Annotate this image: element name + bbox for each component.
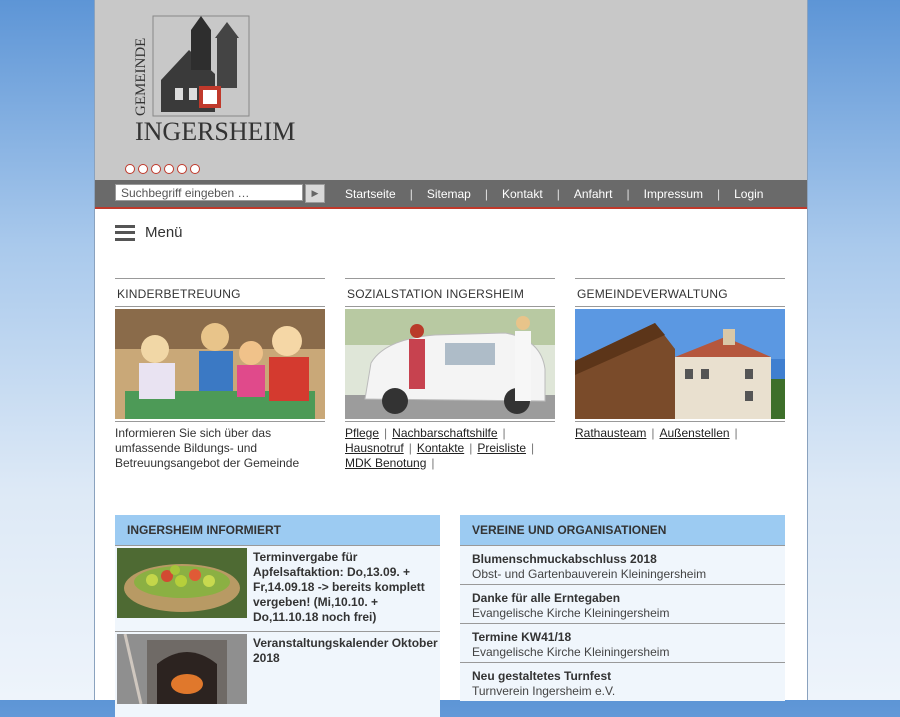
informiert-box xyxy=(115,515,440,717)
link-nachbarschaftshilfe[interactable]: Nachbarschaftshilfe xyxy=(392,426,498,440)
nav-separator: | xyxy=(716,186,721,201)
club-subtitle: Turnverein Ingersheim e.V. xyxy=(472,684,616,698)
link-separator: | xyxy=(651,426,655,440)
slider-dot[interactable] xyxy=(151,164,161,174)
vereine-heading: VEREINE UND ORGANISATIONEN xyxy=(460,515,785,545)
page-container xyxy=(94,0,808,700)
search-submit-button[interactable] xyxy=(305,184,325,203)
link-separator: | xyxy=(431,456,435,470)
club-subtitle: Evangelische Kirche Kleiningersheim xyxy=(472,645,670,659)
news-text[interactable]: Veranstaltungskalender Oktober 2018 xyxy=(253,636,438,665)
top-navbar xyxy=(95,180,807,209)
apfel-thumbnail[interactable] xyxy=(117,548,247,618)
club-subtitle: Obst- und Gartenbauverein Kleiningersheim xyxy=(472,567,707,581)
slider-dot[interactable] xyxy=(125,164,135,174)
teaser-gemeindeverwaltung xyxy=(575,278,785,441)
gemeindeverwaltung-links xyxy=(575,422,785,441)
club-item[interactable] xyxy=(460,584,785,623)
slider-dot[interactable] xyxy=(164,164,174,174)
gemeindeverwaltung-image[interactable] xyxy=(575,309,785,419)
site-logo[interactable] xyxy=(131,12,311,144)
teaser-kinderbetreuung xyxy=(115,278,325,471)
nav-link-anfahrt[interactable]: Anfahrt xyxy=(573,186,613,201)
link-preisliste[interactable]: Preisliste xyxy=(477,441,527,455)
news-text[interactable]: Terminvergabe für Apfelsaftaktion: Do,13.09. + Fr,14.09.18 -> bereits komplett vergeben! (Mi,10.10. + Do,11.10.18 noch frei) xyxy=(253,550,425,624)
link-separator: | xyxy=(531,441,535,455)
nav-link-login[interactable]: Login xyxy=(734,186,764,201)
club-title[interactable]: Neu gestaltetes Turnfest xyxy=(472,669,612,683)
top-nav-links xyxy=(345,180,763,207)
nav-link-kontakt[interactable]: Kontakt xyxy=(501,186,543,201)
logo-vertical-text: GEMEINDE xyxy=(133,37,149,116)
slider-dots xyxy=(125,164,200,174)
club-item[interactable] xyxy=(460,545,785,584)
club-subtitle: Evangelische Kirche Kleiningersheim xyxy=(472,606,670,620)
news-item[interactable] xyxy=(115,545,440,631)
slider-dot[interactable] xyxy=(190,164,200,174)
kinderbetreuung-image[interactable] xyxy=(115,309,325,419)
nav-link-sitemap[interactable]: Sitemap xyxy=(426,186,471,201)
nav-separator: | xyxy=(626,186,630,201)
play-arrow-icon: ▶ xyxy=(311,188,319,198)
link-separator: | xyxy=(502,426,506,440)
teaser-title[interactable]: KINDERBETREUUNG xyxy=(115,278,325,307)
link-kontakte[interactable]: Kontakte xyxy=(416,441,465,455)
menu-label: Menü xyxy=(145,224,183,241)
nav-separator: | xyxy=(409,186,413,201)
club-title[interactable]: Termine KW41/18 xyxy=(472,630,572,644)
link-separator: | xyxy=(469,441,473,455)
link-mdk-benotung[interactable]: MDK Benotung xyxy=(345,456,427,470)
teaser-title[interactable]: GEMEINDEVERWALTUNG xyxy=(575,278,785,307)
link-hausnotruf[interactable]: Hausnotruf xyxy=(345,441,404,455)
menu-toggle[interactable] xyxy=(115,224,183,241)
nav-link-startseite[interactable]: Startseite xyxy=(345,186,396,201)
search-input[interactable]: Suchbegriff eingeben … xyxy=(115,184,303,201)
link-aussenstellen[interactable]: Außenstellen xyxy=(659,426,730,440)
vereine-box xyxy=(460,515,785,701)
link-pflege[interactable]: Pflege xyxy=(345,426,380,440)
nav-separator: | xyxy=(484,186,488,201)
sozialstation-links xyxy=(345,422,555,471)
sozialstation-image[interactable] xyxy=(345,309,555,419)
club-item[interactable] xyxy=(460,623,785,662)
club-title[interactable]: Blumenschmuckabschluss 2018 xyxy=(472,552,657,566)
slider-dot[interactable] xyxy=(177,164,187,174)
nav-link-impressum[interactable]: Impressum xyxy=(643,186,703,201)
site-header xyxy=(95,0,807,180)
club-item[interactable] xyxy=(460,662,785,701)
slider-dot[interactable] xyxy=(138,164,148,174)
link-separator: | xyxy=(408,441,412,455)
teaser-description: Informieren Sie sich über das umfassende Bildungs- und Betreuungsangebot der Gemeinde xyxy=(115,426,300,470)
kalender-thumbnail[interactable] xyxy=(117,634,247,704)
link-separator: | xyxy=(734,426,738,440)
informiert-heading: INGERSHEIM INFORMIERT xyxy=(115,515,440,545)
link-rathausteam[interactable]: Rathausteam xyxy=(575,426,647,440)
teaser-title[interactable]: SOZIALSTATION INGERSHEIM xyxy=(345,278,555,307)
link-separator: | xyxy=(384,426,388,440)
logo-horizontal-text: INGERSHEIM xyxy=(135,117,296,144)
hamburger-icon xyxy=(115,225,135,241)
club-title[interactable]: Danke für alle Erntegaben xyxy=(472,591,621,605)
news-item[interactable] xyxy=(115,631,440,717)
teaser-sozialstation xyxy=(345,278,555,471)
nav-separator: | xyxy=(556,186,560,201)
